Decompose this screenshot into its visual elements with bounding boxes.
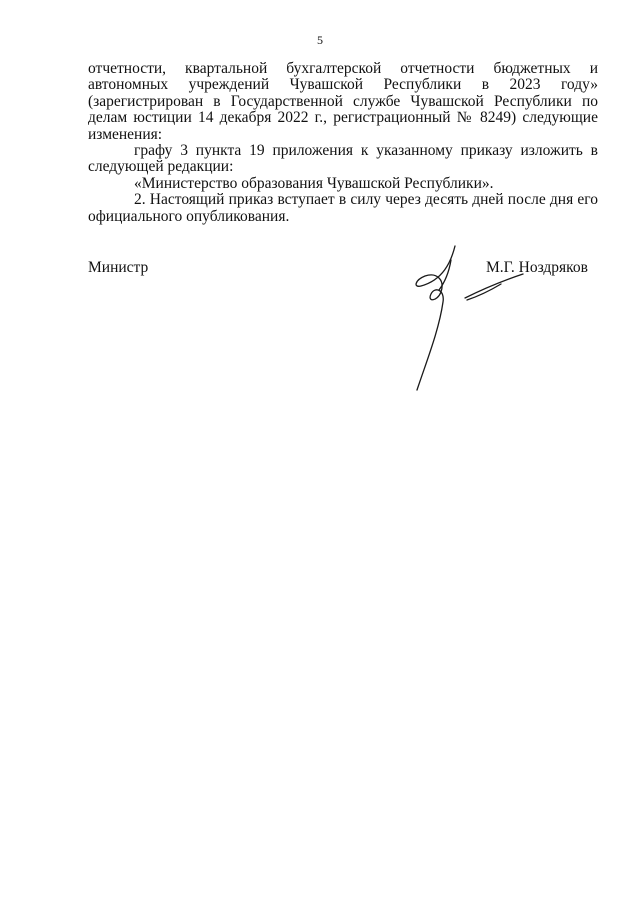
handwritten-signature <box>405 240 525 400</box>
paragraph-amendment: графу 3 пункта 19 приложения к указанному приказу изложить в следующей редакции: <box>88 142 598 176</box>
paragraph-continuation: отчетности, квартальной бухгалтерской отчетности бюджетных и автономных учреждений Чувашской Республики в 2023 году» (зарегистрирован в Государственной службе Чувашской Республики по делам юстиции 14 декабря 2022 г., регистрационный № 8249) следующие изменения: <box>88 60 598 143</box>
page-number: 5 <box>317 33 323 47</box>
paragraph-effective-date: 2. Настоящий приказ вступает в силу через десять дней после дня его официального опубликования. <box>88 191 598 225</box>
signer-name: М.Г. Ноздряков <box>486 259 588 276</box>
paragraph-new-wording: «Министерство образования Чувашской Республики». <box>134 174 494 192</box>
signer-title: Министр <box>88 259 149 276</box>
document-body <box>88 61 598 225</box>
